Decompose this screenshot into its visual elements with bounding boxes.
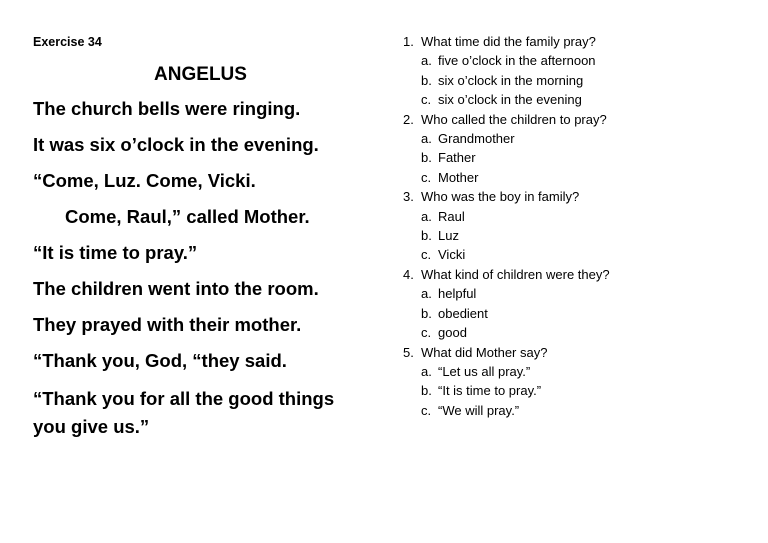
answer-option bbox=[403, 245, 753, 264]
option-text: Raul bbox=[438, 208, 465, 224]
option-letter: b. bbox=[421, 383, 432, 399]
option-text: Father bbox=[438, 150, 476, 166]
story-line: “Thank you, God, “they said. bbox=[33, 350, 287, 371]
answer-option bbox=[403, 168, 753, 187]
question-row bbox=[403, 32, 753, 51]
option-text: six o’clock in the evening bbox=[438, 92, 582, 108]
question-row bbox=[403, 110, 753, 129]
question-number: 1. bbox=[403, 34, 414, 49]
answer-option bbox=[403, 148, 753, 167]
question-text: Who was the boy in family? bbox=[421, 189, 580, 205]
answer-option bbox=[403, 362, 753, 381]
exercise-label: Exercise 34 bbox=[33, 35, 102, 49]
story-line: “Thank you for all the good things you give us.” bbox=[33, 388, 335, 437]
answer-option bbox=[403, 401, 753, 420]
question-text: What kind of children were they? bbox=[421, 266, 610, 282]
option-text: six o’clock in the morning bbox=[438, 72, 584, 88]
question-text: What time did the family pray? bbox=[421, 34, 596, 49]
answer-option bbox=[403, 71, 753, 90]
option-letter: c. bbox=[421, 402, 432, 418]
answer-option bbox=[403, 226, 753, 245]
option-letter: c. bbox=[421, 169, 432, 185]
answer-option bbox=[403, 381, 753, 400]
option-letter: a. bbox=[421, 131, 432, 147]
option-letter: a. bbox=[421, 208, 432, 224]
answer-option bbox=[403, 90, 753, 109]
option-text: obedient bbox=[438, 305, 488, 321]
option-letter: c. bbox=[421, 325, 432, 341]
option-text: helpful bbox=[438, 286, 477, 302]
question-item bbox=[403, 32, 753, 110]
story-title: ANGELUS bbox=[154, 64, 247, 85]
option-text: good bbox=[438, 325, 467, 341]
story-text bbox=[33, 97, 363, 441]
option-text: Grandmother bbox=[438, 131, 515, 147]
question-item bbox=[403, 265, 753, 343]
option-letter: c. bbox=[421, 247, 432, 263]
answer-option bbox=[403, 304, 753, 323]
question-number: 3. bbox=[403, 189, 414, 205]
question-row bbox=[403, 265, 753, 284]
question-item bbox=[403, 110, 753, 188]
answer-option bbox=[403, 323, 753, 342]
questions-column bbox=[403, 32, 753, 420]
option-letter: b. bbox=[421, 305, 432, 321]
question-number: 2. bbox=[403, 111, 414, 127]
question-row bbox=[403, 343, 753, 362]
story-line: “Come, Luz. Come, Vicki. bbox=[33, 170, 256, 191]
story-column bbox=[33, 34, 363, 453]
question-item bbox=[403, 187, 753, 265]
answer-option bbox=[403, 129, 753, 148]
option-letter: a. bbox=[421, 53, 432, 69]
answer-option bbox=[403, 51, 753, 70]
option-text: “It is time to pray.” bbox=[438, 383, 542, 399]
option-letter: c. bbox=[421, 92, 432, 108]
answer-option bbox=[403, 284, 753, 303]
story-line: The church bells were ringing. bbox=[33, 98, 301, 119]
option-text: “Let us all pray.” bbox=[438, 363, 531, 379]
story-line: They prayed with their mother. bbox=[33, 314, 302, 335]
story-line: The children went into the room. bbox=[33, 278, 319, 299]
option-letter: a. bbox=[421, 286, 432, 302]
answer-option bbox=[403, 207, 753, 226]
option-text: five o’clock in the afternoon bbox=[438, 53, 596, 69]
question-row bbox=[403, 187, 753, 206]
option-text: Mother bbox=[438, 169, 479, 185]
option-letter: b. bbox=[421, 228, 432, 244]
option-letter: a. bbox=[421, 363, 432, 379]
story-line: It was six o’clock in the evening. bbox=[33, 134, 319, 155]
question-number: 5. bbox=[403, 344, 414, 360]
option-letter: b. bbox=[421, 72, 432, 88]
option-text: “We will pray.” bbox=[438, 402, 520, 418]
question-number: 4. bbox=[403, 266, 414, 282]
option-text: Vicki bbox=[438, 247, 466, 263]
story-line: “It is time to pray.” bbox=[33, 242, 198, 263]
option-letter: b. bbox=[421, 150, 432, 166]
question-text: Who called the children to pray? bbox=[421, 111, 607, 127]
question-item bbox=[403, 343, 753, 421]
option-text: Luz bbox=[438, 228, 459, 244]
question-text: What did Mother say? bbox=[421, 344, 548, 360]
story-line: Come, Raul,” called Mother. bbox=[65, 206, 310, 227]
